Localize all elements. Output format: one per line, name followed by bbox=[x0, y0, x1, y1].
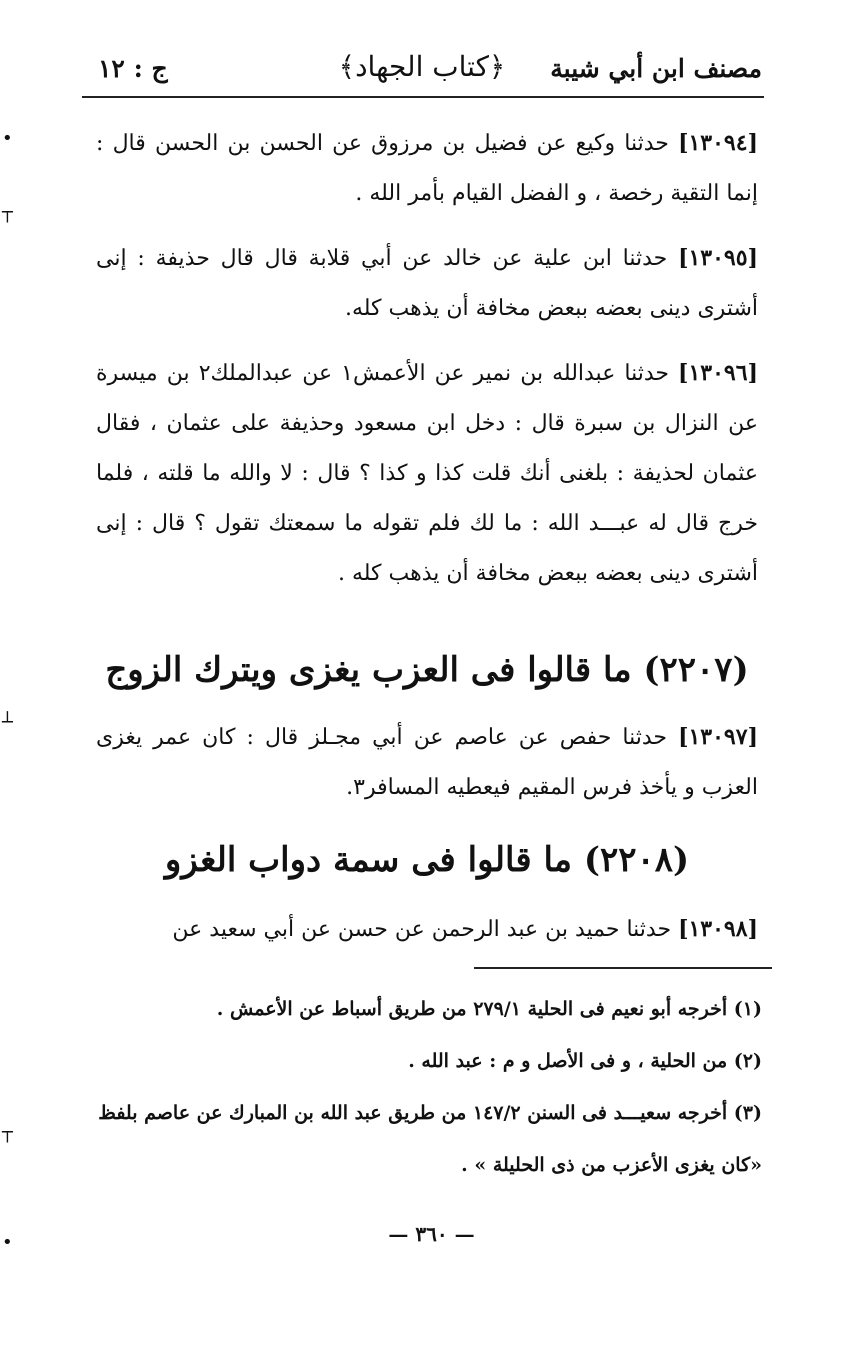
margin-dot-mark: • bbox=[2, 1232, 13, 1253]
hadith-block-3 bbox=[96, 904, 758, 955]
margin-tick-mark: ┬ bbox=[2, 202, 13, 223]
hadith-text: حدثنا عبدالله بن نمير عن الأعمش١ عن عبدالملك٢ بن ميسرة عن النزال بن سبرة قال : دخل ابن مسعود وحذيفة على عثمان ، فقال عثمان لحذيفة : بلغنى أنك قلت كذا و كذا ؟ قال : لا والله ما قلته ، فلما خرج قال له عبـــد الله : ما لك فلم تقوله ما سمعتك تقول ؟ قال : إنى أشترى دينى بعضه ببعض مخافة أن يذهب كله . bbox=[96, 361, 758, 586]
hadith-13094 bbox=[96, 118, 758, 219]
margin-dot-mark: • bbox=[2, 128, 13, 149]
hadith-number: [١٣٠٩٨] bbox=[678, 916, 758, 942]
hadith-text: حدثنا حفص عن عاصم عن أبي مجـلز قال : كان عمر يغزى العزب و يأخذ فرس المقيم فيعطيه المسافر٣. bbox=[96, 725, 758, 800]
footnote-text: من الحلية ، و فى الأصل و م : عبد الله . bbox=[408, 1050, 734, 1072]
hadith-block-1 bbox=[96, 118, 758, 599]
footnote-3 bbox=[96, 1087, 762, 1191]
volume-label: ج : ١٢ bbox=[98, 54, 168, 83]
chapter-title: ﴿كتاب الجهاد﴾ bbox=[338, 50, 506, 83]
section-heading-2208: (٢٢٠٨) ما قالوا فى سمة دواب الغزو bbox=[164, 840, 690, 880]
footnote-1 bbox=[96, 983, 762, 1035]
hadith-13098 bbox=[96, 904, 758, 955]
footnote-rule bbox=[474, 967, 772, 969]
header-rule bbox=[82, 96, 764, 98]
margin-tick-mark: ┬ bbox=[2, 1122, 13, 1143]
book-title: مصنف ابن أبي شيبة bbox=[550, 54, 762, 83]
footnote-text: أخرجه سعيـــد فى السنن ١٤٧/٢ من طريق عبد الله بن المبارك عن عاصم بلفظ «كان يغزى الأعزب من ذى الحليلة » . bbox=[98, 1102, 762, 1176]
hadith-text: حدثنا ابن علية عن خالد عن أبي قلابة قال قال حذيفة : إنى أشترى دينى بعضه ببعض مخافة أن يذهب كله. bbox=[96, 246, 758, 321]
section-heading-2207: (٢٢٠٧) ما قالوا فى العزب يغزى ويترك الزوج bbox=[105, 650, 749, 690]
footnote-number: (٣) bbox=[733, 1102, 762, 1124]
hadith-text: حدثنا حميد بن عبد الرحمن عن حسن عن أبي سعيد عن bbox=[172, 917, 679, 942]
footnote-number: (٢) bbox=[733, 1050, 762, 1072]
hadith-number: [١٣٠٩٧] bbox=[678, 724, 758, 750]
hadith-number: [١٣٠٩٤] bbox=[678, 130, 758, 156]
margin-tick-mark: ┴ bbox=[2, 712, 13, 733]
footnotes bbox=[96, 983, 762, 1191]
hadith-13097 bbox=[96, 712, 758, 813]
footnote-2 bbox=[96, 1035, 762, 1087]
hadith-13095 bbox=[96, 233, 758, 334]
hadith-block-2 bbox=[96, 712, 758, 813]
footnote-number: (١) bbox=[733, 998, 762, 1020]
hadith-text: حدثنا وكيع عن فضيل بن مرزوق عن الحسن بن الحسن قال : إنما التقية رخصة ، و الفضل القيام بأمر الله . bbox=[96, 131, 758, 206]
running-header bbox=[82, 46, 762, 96]
footnote-text: أخرجه أبو نعيم فى الحلية ٢٧٩/١ من طريق أسباط عن الأعمش . bbox=[216, 998, 734, 1020]
hadith-number: [١٣٠٩٦] bbox=[678, 360, 758, 386]
page-number: — ٣٦٠ — bbox=[388, 1222, 475, 1246]
hadith-number: [١٣٠٩٥] bbox=[678, 245, 758, 271]
hadith-13096 bbox=[96, 348, 758, 599]
